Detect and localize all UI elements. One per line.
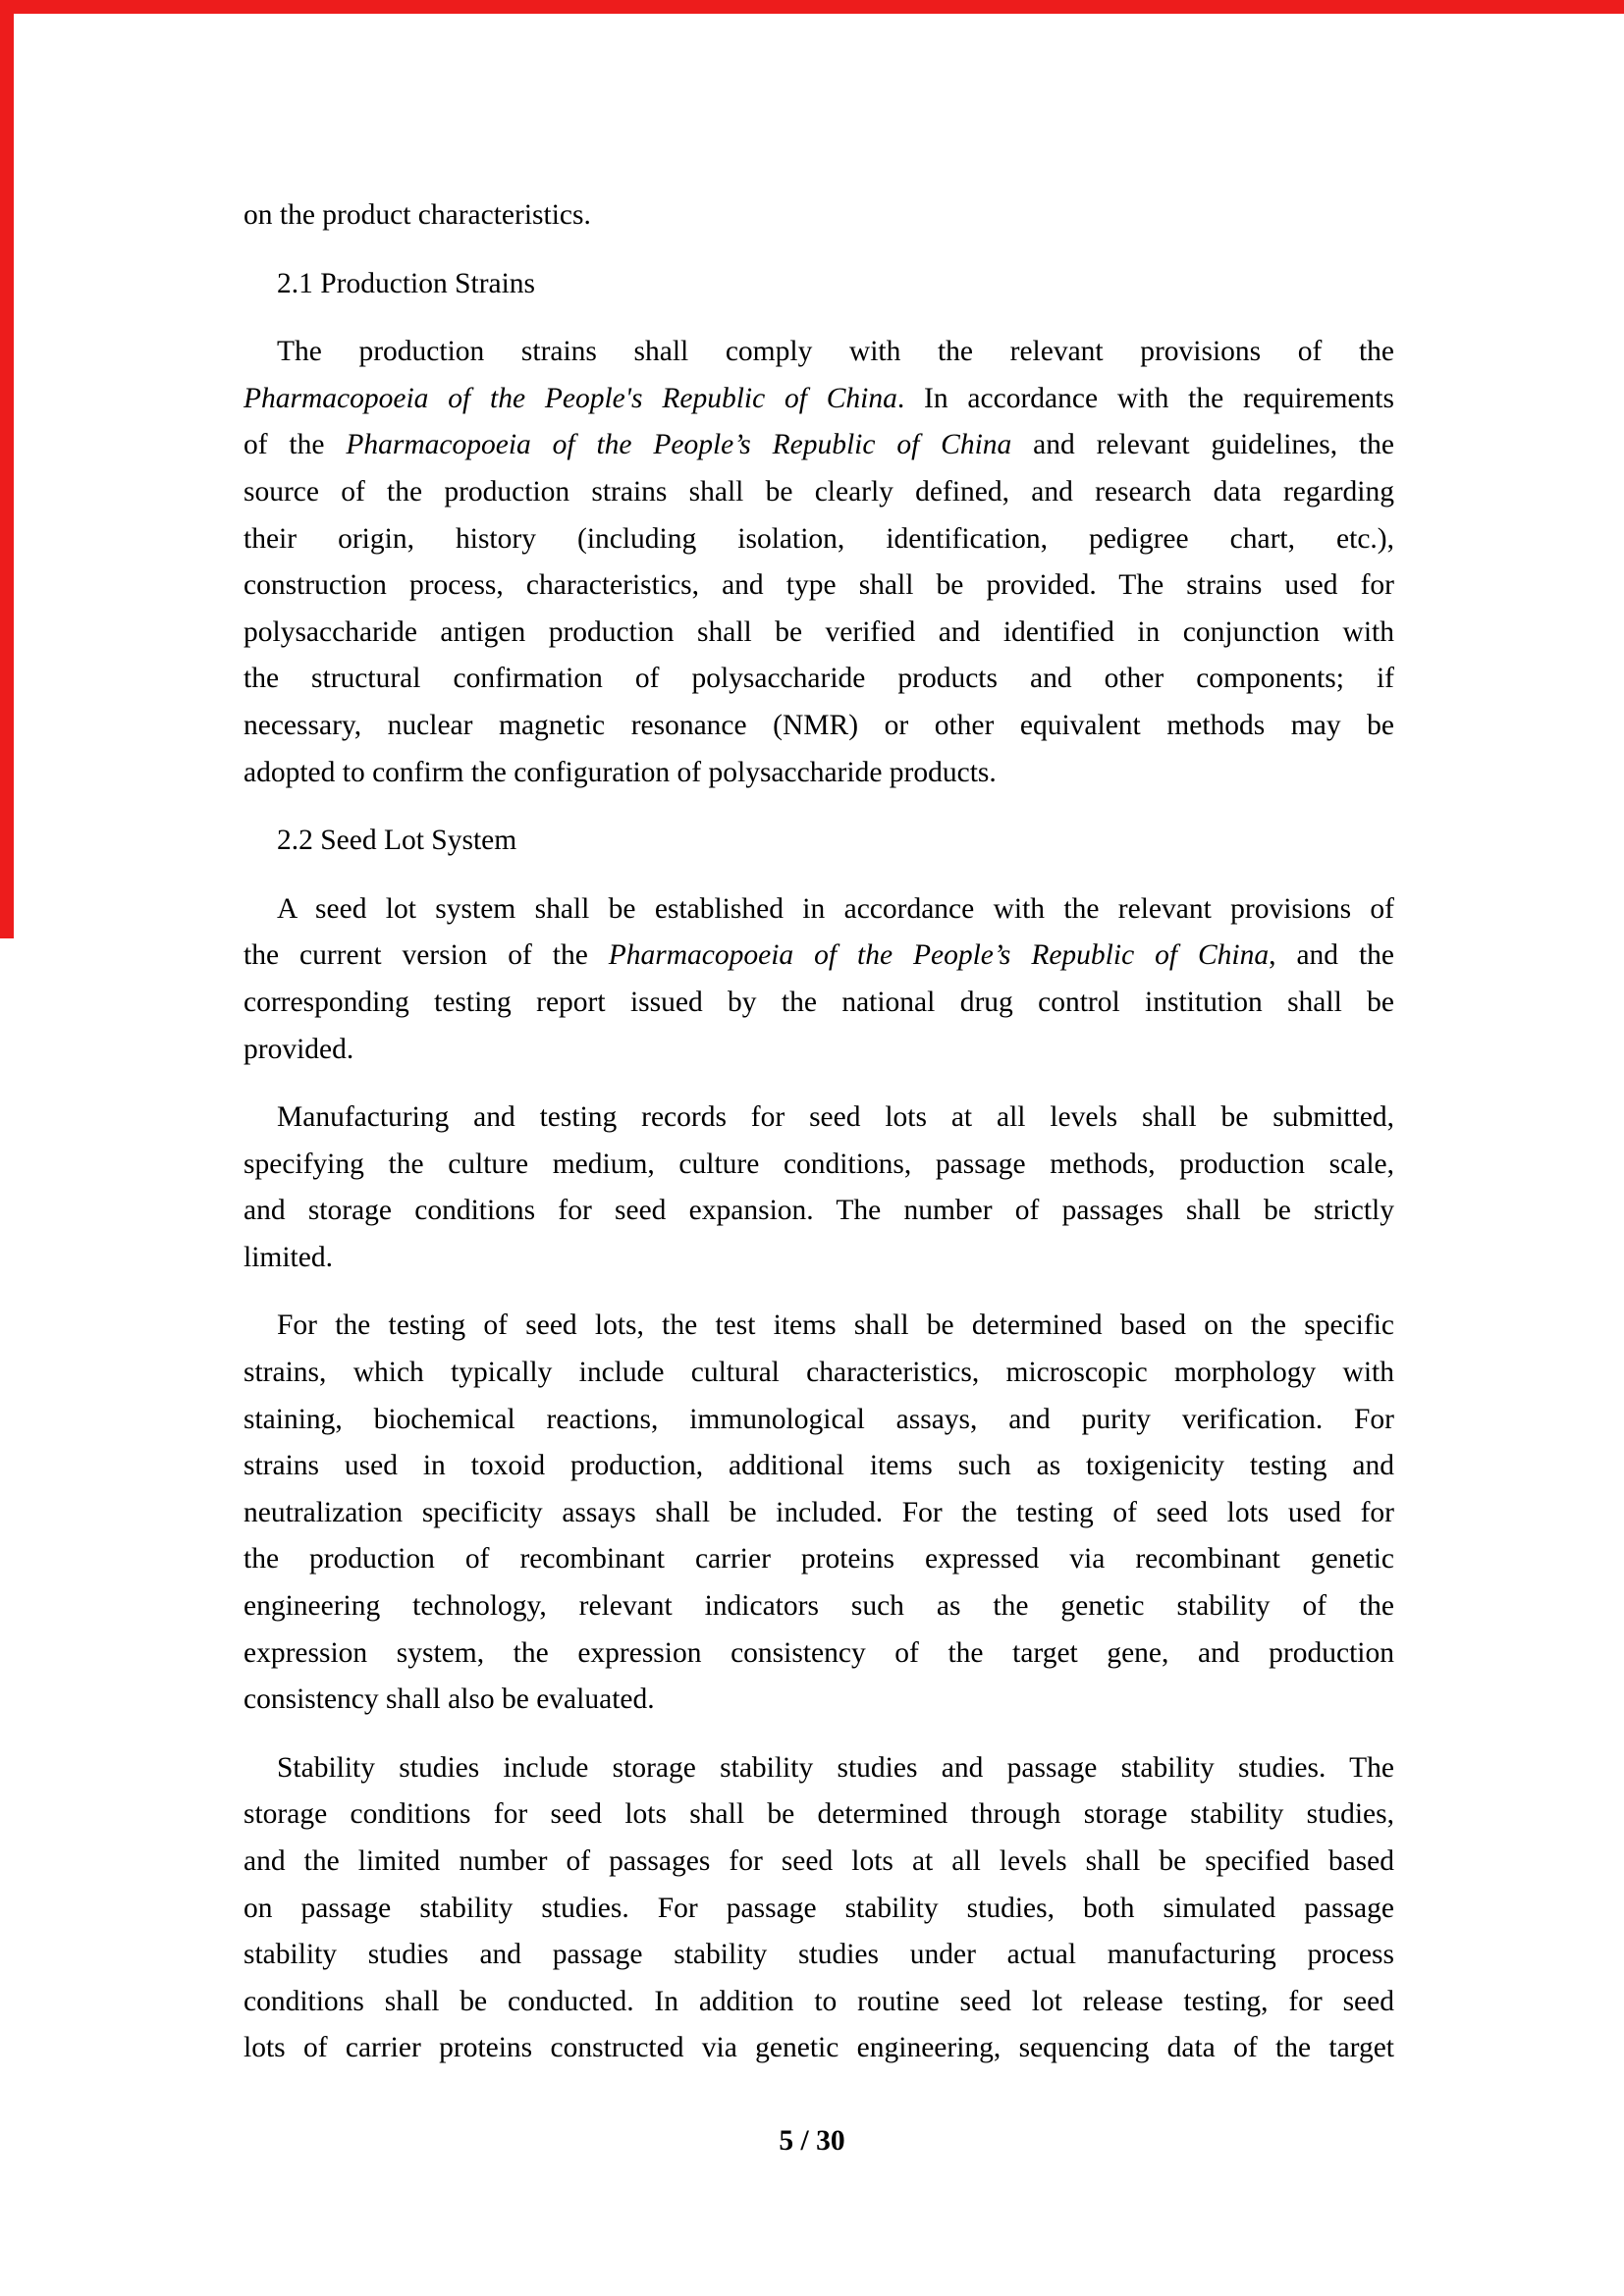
text-line: provided. (244, 1033, 354, 1065)
text-line: Manufacturing and testing records for seed lots at all levels shall be submitted, (277, 1101, 1394, 1134)
text-line: storage conditions for seed lots shall be determined through storage stability studies, (244, 1798, 1394, 1831)
text-line: on passage stability studies. For passage stability studies, both simulated passage (244, 1892, 1394, 1924)
text-line: For the testing of seed lots, the test items shall be determined based on the specific (277, 1309, 1394, 1342)
text-line: staining, biochemical reactions, immunological assays, and purity verification. For (244, 1403, 1394, 1435)
text-line: The production strains shall comply with the relevant provisions of the (277, 336, 1394, 368)
text-line: their origin, history (including isolation, identification, pedigree chart, etc.), (244, 522, 1394, 555)
red-annotation-line-top (0, 0, 1624, 14)
paragraph (244, 1303, 1394, 1723)
text-line: construction process, characteristics, and type shall be provided. The strains used for (244, 569, 1394, 602)
text-line: source of the production strains shall be clearly defined, and research data regarding (244, 475, 1394, 507)
text-line: the structural confirmation of polysaccharide products and other components; if (244, 663, 1394, 695)
text-line: and storage conditions for seed expansion. The number of passages shall be strictly (244, 1195, 1394, 1227)
paragraph (244, 1095, 1394, 1281)
text-line: adopted to confirm the configuration of polysaccharide products. (244, 756, 997, 788)
text-line: limited. (244, 1241, 333, 1273)
section-heading (244, 261, 1394, 308)
text-line: the current version of the Pharmacopoeia of the People’s Republic of China, and the (244, 939, 1395, 972)
text-line: 2.2 Seed Lot System (277, 825, 517, 857)
paragraph (244, 329, 1394, 796)
text-line: strains used in toxoid production, additional items such as toxigenicity testing and (244, 1450, 1394, 1482)
paragraph (244, 1745, 1394, 2072)
text-line: specifying the culture medium, culture conditions, passage methods, production scale, (244, 1148, 1394, 1180)
red-annotation-line-left (0, 0, 14, 938)
text-line: lots of carrier proteins constructed via genetic engineering, sequencing data of the target (244, 2032, 1394, 2064)
text-line: necessary, nuclear magnetic resonance (NMR) or other equivalent methods may be (244, 709, 1394, 741)
text-line: corresponding testing report issued by the national drug control institution shall be (244, 986, 1394, 1018)
text-line: neutralization specificity assays shall be included. For the testing of seed lots used for (244, 1496, 1394, 1528)
text-line: polysaccharide antigen production shall be verified and identified in conjunction with (244, 615, 1394, 648)
page-number: 5 / 30 (779, 2125, 845, 2157)
text-line: 2.1 Production Strains (277, 267, 536, 299)
text-line: of the Pharmacopoeia of the People’s Republic of China and relevant guidelines, the (244, 429, 1394, 461)
text-line: A seed lot system shall be established in accordance with the relevant provisions of (277, 892, 1394, 925)
text-line: Pharmacopoeia of the People's Republic of China. In accordance with the requirements (244, 382, 1394, 414)
text-line: stability studies and passage stability studies under actual manufacturing process (244, 1939, 1394, 1971)
section-heading (244, 818, 1394, 865)
paragraph (244, 886, 1394, 1073)
paragraph (244, 192, 1394, 240)
text-body (244, 192, 1394, 2094)
text-line: conditions shall be conducted. In addition to routine seed lot release testing, for seed (244, 1985, 1394, 2017)
text-line: and the limited number of passages for seed lots at all levels shall be specified based (244, 1845, 1394, 1877)
text-line: strains, which typically include cultural characteristics, microscopic morphology with (244, 1357, 1394, 1389)
text-line: the production of recombinant carrier proteins expressed via recombinant genetic (244, 1543, 1394, 1575)
text-line: on the product characteristics. (244, 199, 591, 231)
text-line: engineering technology, relevant indicators such as the genetic stability of the (244, 1590, 1394, 1623)
text-line: Stability studies include storage stability studies and passage stability studies. The (277, 1751, 1394, 1784)
text-line: consistency shall also be evaluated. (244, 1683, 655, 1716)
text-line: expression system, the expression consistency of the target gene, and production (244, 1636, 1394, 1669)
